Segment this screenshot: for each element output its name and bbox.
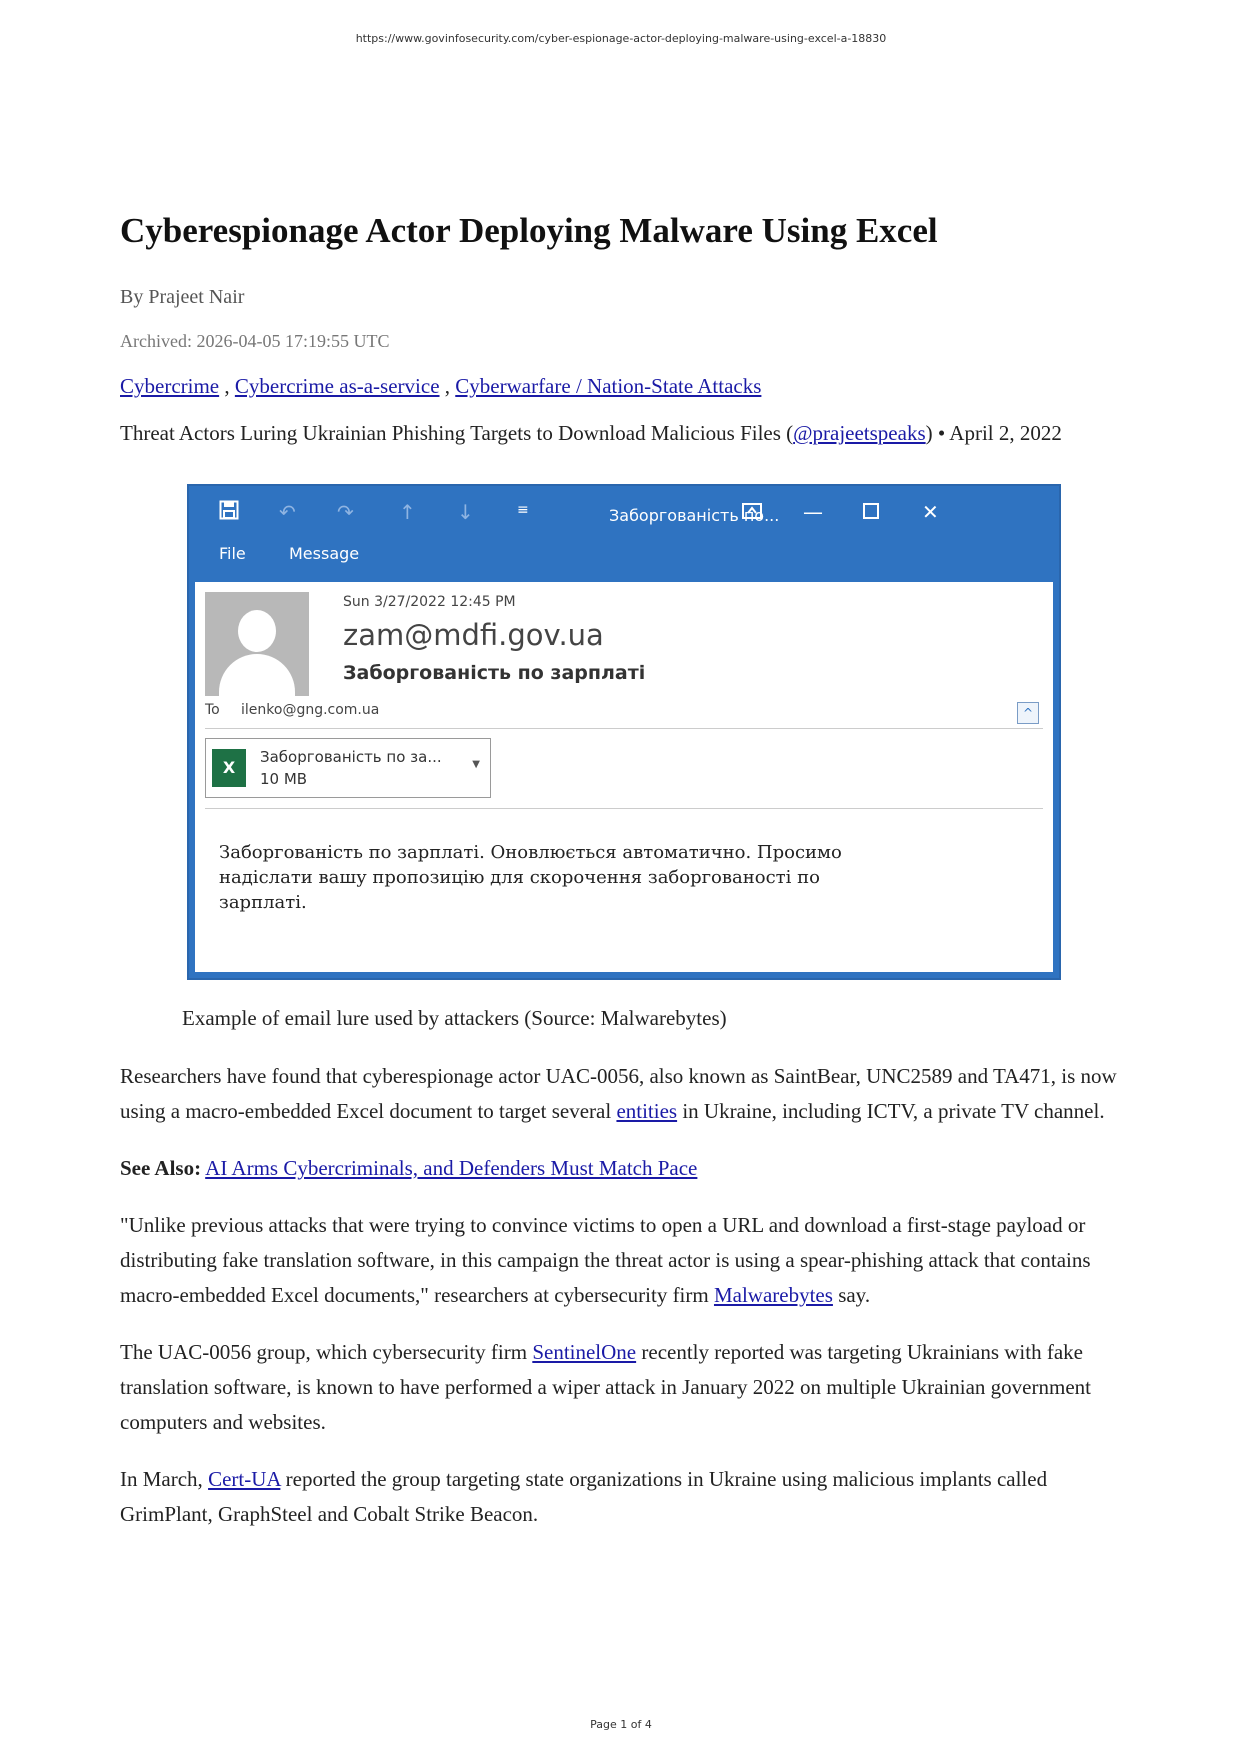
subtitle-text: Threat Actors Luring Ukrainian Phishing Targets to Download Malicious Files (: [120, 421, 794, 445]
byline: By Prajeet Nair: [120, 286, 245, 308]
cert-ua-link[interactable]: Cert-UA: [208, 1467, 281, 1491]
email-screenshot: [187, 484, 1061, 980]
avatar: [205, 592, 309, 696]
email-titlebar: [189, 486, 1059, 534]
close-icon: ✕: [922, 500, 939, 524]
source-url: https://www.govinfosecurity.com/cyber-espionage-actor-deploying-malware-using-excel-a-18830: [355, 32, 887, 45]
article: [120, 210, 1140, 1554]
email-sender: zam@mdfi.gov.ua: [343, 618, 604, 652]
paragraph-text: Researchers have found that cyberespionage actor UAC-0056, also known as SaintBear, UNC2589 and TA471, is now using a macro-embedded Excel document to target several: [120, 1064, 1117, 1123]
paragraph-text: recently reported was targeting Ukrainians with fake translation software, is known to have performed a wiper attack in January 2022 on multiple Ukrainian government computers and websites.: [120, 1340, 1091, 1434]
excel-file-icon: X: [212, 749, 246, 787]
archived-date: Archived: 2026-04-05 17:19:55 UTC: [120, 331, 390, 351]
image-caption: Example of email lure used by attackers (Source: Malwarebytes): [182, 1006, 727, 1030]
restore-icon: [742, 500, 762, 524]
attachment-name: Заборгованість по за...: [260, 748, 442, 766]
save-icon: [219, 500, 239, 525]
email-to-label: To: [205, 702, 220, 718]
customize-icon: ≡: [517, 502, 529, 518]
sentinelone-link[interactable]: SentinelOne: [532, 1340, 637, 1364]
paragraph-1: [120, 1059, 1140, 1129]
page-number: Page 1 of 4: [590, 1718, 652, 1731]
category-links: [120, 374, 1140, 399]
paragraph-text: "Unlike previous attacks that were trying to convince victims to open a URL and download a first-stage payload or distributing fake translation software, in this campaign the threat actor is using a spear-phishing attack that contains macro-embedded Excel documents," researchers at cybersecurity firm: [120, 1213, 1091, 1307]
maximize-icon: [863, 500, 879, 524]
down-arrow-icon: ↓: [457, 500, 474, 524]
email-subject: Заборгованість по зарплаті: [343, 662, 646, 684]
chevron-down-icon: ▼: [472, 759, 480, 770]
email-pane: [195, 582, 1053, 972]
see-also-label: See Also:: [120, 1156, 202, 1180]
see-also-link[interactable]: AI Arms Cybercriminals, and Defenders Must Match Pace: [205, 1156, 698, 1180]
attachment-size: 10 MB: [260, 770, 308, 788]
subtitle: [120, 421, 1140, 446]
minimize-icon: —: [803, 500, 823, 524]
category-link-cyberwarfare[interactable]: Cyberwarfare / Nation-State Attacks: [455, 374, 762, 398]
redo-icon: ↷: [337, 500, 354, 524]
paragraph-text: The UAC-0056 group, which cybersecurity firm: [120, 1340, 533, 1364]
see-also: [120, 1151, 1140, 1186]
category-link-cybercrime-as-a-service[interactable]: Cybercrime as-a-service: [234, 374, 440, 398]
paragraph-text: In March,: [120, 1467, 209, 1491]
email-body: Заборгованість по зарплаті. Оновлюється автоматично. Просимо надіслати вашу пропозицію для скорочення заборгованості по зарплаті.: [219, 842, 842, 913]
paragraph-text: reported the group targeting state organizations in Ukraine using malicious implants called GrimPlant, GraphSteel and Cobalt Strike Beacon.: [120, 1467, 1048, 1526]
collapse-header-icon: ^: [1017, 702, 1039, 724]
author-handle-link[interactable]: @prajeetspeaks: [793, 421, 926, 445]
email-attachment: [205, 738, 491, 798]
paragraph-text: in Ukraine, including ICTV, a private TV channel.: [677, 1099, 1105, 1123]
email-ribbon: [189, 534, 1059, 574]
paragraph-3: [120, 1335, 1140, 1440]
email-date: Sun 3/27/2022 12:45 PM: [343, 594, 516, 610]
category-separator: ,: [439, 374, 456, 398]
up-arrow-icon: ↑: [399, 500, 416, 524]
email-window-title: Заборгованість по...: [609, 506, 780, 525]
entities-link[interactable]: entities: [616, 1099, 678, 1123]
email-recipient: ilenko@gng.com.ua: [241, 702, 380, 718]
malwarebytes-link[interactable]: Malwarebytes: [713, 1283, 833, 1307]
article-title: Cyberespionage Actor Deploying Malware Using Excel: [120, 211, 938, 250]
subtitle-date: ) • April 2, 2022: [925, 421, 1062, 445]
category-separator: ,: [219, 374, 235, 398]
undo-icon: ↶: [279, 500, 296, 524]
paragraph-text: say.: [832, 1283, 871, 1307]
paragraph-4: [120, 1462, 1140, 1532]
divider: [205, 728, 1043, 729]
paragraph-2: [120, 1208, 1140, 1313]
menu-message: Message: [289, 544, 360, 563]
category-link-cybercrime[interactable]: Cybercrime: [120, 374, 220, 398]
menu-file: File: [219, 544, 246, 563]
divider: [205, 808, 1043, 809]
